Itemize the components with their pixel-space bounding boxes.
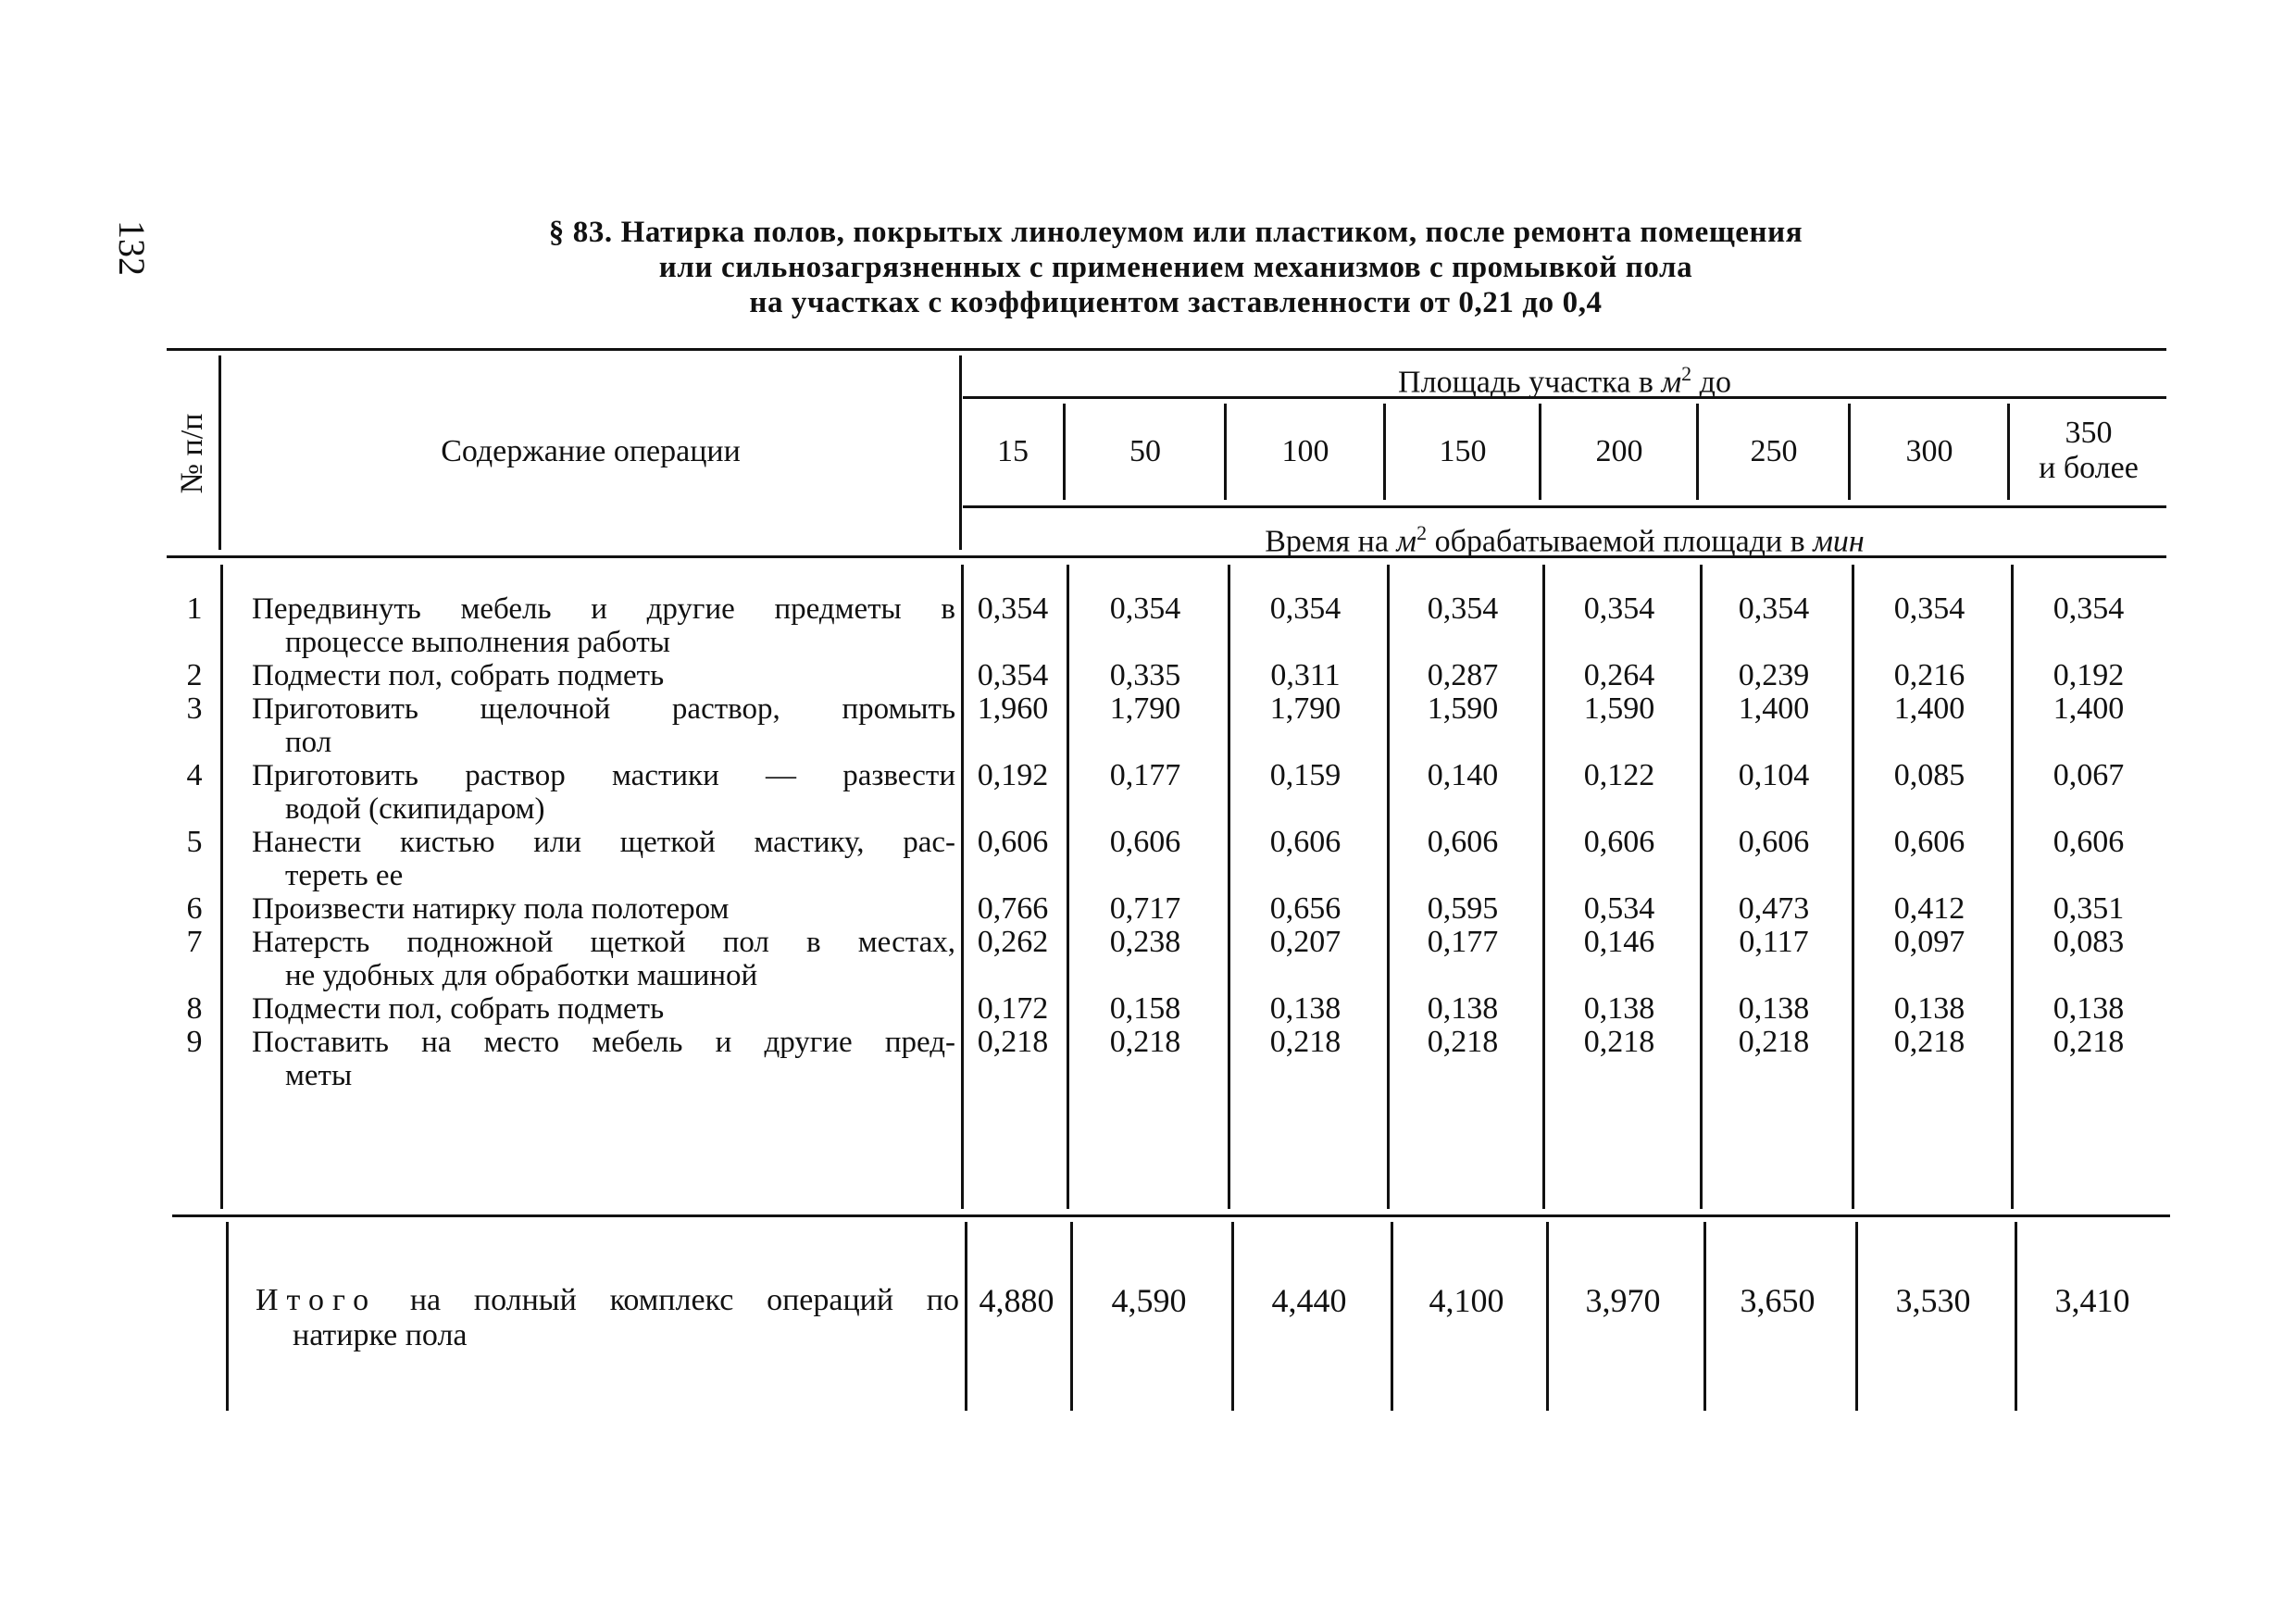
- row-value-cell: 0,351: [2053, 891, 2125, 926]
- total-label-line2: натирке пола: [293, 1318, 468, 1352]
- row-value-cell: 0,606: [977, 825, 1049, 859]
- row-value-cell: 0,138: [1427, 991, 1499, 1026]
- total-label: [256, 1283, 959, 1353]
- row-operation-line2: тереть ее: [285, 859, 404, 892]
- row-value-cell: 0,412: [1893, 891, 1965, 926]
- row-value-cell: 1,590: [1583, 691, 1655, 726]
- row-value-cell: 0,207: [1269, 925, 1341, 959]
- row-value-cell: 0,335: [1109, 658, 1181, 692]
- row-value-cell: 0,067: [2053, 758, 2125, 792]
- row-value-cell: 0,172: [977, 991, 1049, 1026]
- row-value-cell: 0,606: [1738, 825, 1810, 859]
- row-value-cell: 0,473: [1738, 891, 1810, 926]
- row-value-cell: 0,085: [1893, 758, 1965, 792]
- total-value-cell: 4,440: [1271, 1282, 1347, 1319]
- row-value-cell: 0,122: [1583, 758, 1655, 792]
- row-value-cell: 0,158: [1109, 991, 1181, 1026]
- row-value-cell: 0,097: [1893, 925, 1965, 959]
- row-operation-line2: меты: [285, 1059, 353, 1092]
- header-divider-6: [1848, 404, 1851, 500]
- time-unit-min: мин: [1813, 524, 1865, 559]
- row-value-cell: 1,400: [1738, 691, 1810, 726]
- row-number: 2: [186, 658, 203, 692]
- row-value-cell: 0,218: [1738, 1025, 1810, 1059]
- col-divider-num: [218, 355, 221, 550]
- time-header: [963, 515, 2166, 560]
- row-operation-line2: пол: [285, 726, 332, 759]
- row-operation: [252, 692, 955, 759]
- col-header-operation: Содержание операции: [441, 434, 741, 468]
- section-heading: [426, 215, 1926, 320]
- header-divider-4: [1539, 404, 1541, 500]
- row-value-cell: 1,400: [1893, 691, 1965, 726]
- total-value-cell: 3,970: [1585, 1282, 1661, 1319]
- row-value-cell: 1,790: [1109, 691, 1181, 726]
- rule-top: [167, 348, 2166, 351]
- row-operation-line1: Произвести натирку пола полотером: [252, 892, 730, 926]
- row-number: 4: [186, 758, 203, 792]
- area-group-prefix: Площадь участка в: [1398, 365, 1662, 400]
- row-value-cell: 0,218: [1269, 1025, 1341, 1059]
- row-value-cell: 0,354: [1893, 592, 1965, 626]
- row-value-cell: 0,138: [1583, 991, 1655, 1026]
- row-value-cell: 0,138: [2053, 991, 2125, 1026]
- row-value-cell: 0,354: [977, 592, 1049, 626]
- area-col-200: 200: [1595, 434, 1643, 468]
- row-value-cell: 0,177: [1427, 925, 1499, 959]
- header-divider-3: [1383, 404, 1386, 500]
- total-value-cell: 4,590: [1111, 1282, 1187, 1319]
- row-number: 1: [186, 592, 203, 626]
- row-value-cell: 0,354: [1269, 592, 1341, 626]
- row-value-cell: 1,400: [2053, 691, 2125, 726]
- area-col-350-line2: и более: [2039, 451, 2139, 485]
- row-number: 3: [186, 691, 203, 726]
- row-value-cell: 0,606: [1109, 825, 1181, 859]
- row-value-cell: 0,138: [1269, 991, 1341, 1026]
- row-value-cell: 0,218: [1109, 1025, 1181, 1059]
- row-value-cell: 1,790: [1269, 691, 1341, 726]
- row-value-cell: 0,354: [1109, 592, 1181, 626]
- row-value-cell: 0,606: [1269, 825, 1341, 859]
- row-value-cell: 0,104: [1738, 758, 1810, 792]
- area-col-350-line1: 350: [2065, 416, 2113, 450]
- row-operation: [252, 992, 955, 1026]
- row-operation-line1: Подмести пол, собрать подметь: [252, 992, 665, 1026]
- header-divider-2: [1224, 404, 1227, 500]
- row-value-cell: 0,218: [1893, 1025, 1965, 1059]
- time-sup: 2: [1416, 521, 1428, 544]
- row-operation-line1: Приготовить раствор мастики — развести: [252, 759, 955, 792]
- row-operation-line2: не удобных для обработки машиной: [285, 959, 758, 992]
- row-value-cell: 1,960: [977, 691, 1049, 726]
- row-value-cell: 0,238: [1109, 925, 1181, 959]
- row-value-cell: 0,239: [1738, 658, 1810, 692]
- row-value-cell: 0,216: [1893, 658, 1965, 692]
- row-operation: [252, 759, 955, 826]
- area-group-sup: 2: [1681, 362, 1692, 385]
- time-middle: обрабатываемой площади в: [1427, 524, 1814, 559]
- area-group-unit: м: [1661, 365, 1682, 400]
- row-operation-line1: Передвинуть мебель и другие предметы в: [252, 592, 955, 626]
- col-header-num: № п/п: [175, 413, 209, 494]
- row-value-cell: 0,140: [1427, 758, 1499, 792]
- rule-area-values: [963, 505, 2166, 508]
- total-value-cell: 3,650: [1740, 1282, 1816, 1319]
- total-value-cell: 4,100: [1429, 1282, 1504, 1319]
- row-value-cell: 0,606: [1427, 825, 1499, 859]
- time-prefix: Время на: [1265, 524, 1397, 559]
- body-divider-num: [220, 565, 223, 1209]
- row-value-cell: 0,354: [977, 658, 1049, 692]
- row-value-cell: 0,606: [1583, 825, 1655, 859]
- row-value-cell: 0,218: [977, 1025, 1049, 1059]
- row-value-cell: 0,606: [2053, 825, 2125, 859]
- header-divider-5: [1696, 404, 1699, 500]
- row-value-cell: 0,264: [1583, 658, 1655, 692]
- row-number: 8: [186, 991, 203, 1026]
- total-value-cell: 3,410: [2054, 1282, 2130, 1319]
- row-operation-line1: Нанести кистью или щеткой мастику, рас-: [252, 826, 955, 859]
- row-operation: [252, 926, 955, 992]
- total-label-rest: на полный комплекс операций по: [409, 1283, 959, 1317]
- total-value-cell: 4,880: [979, 1282, 1054, 1319]
- row-value-cell: 0,287: [1427, 658, 1499, 692]
- row-operation: [252, 659, 955, 692]
- row-operation: [252, 1026, 955, 1092]
- row-value-cell: 0,159: [1269, 758, 1341, 792]
- row-number: 6: [186, 891, 203, 926]
- row-number: 5: [186, 825, 203, 859]
- row-value-cell: 0,656: [1269, 891, 1341, 926]
- row-operation-line2: водой (скипидаром): [285, 792, 545, 826]
- row-value-cell: 0,192: [977, 758, 1049, 792]
- area-col-300: 300: [1905, 434, 1953, 468]
- area-col-15: 15: [997, 434, 1029, 468]
- area-group-header: [963, 355, 2166, 401]
- row-value-cell: 1,590: [1427, 691, 1499, 726]
- row-number: 9: [186, 1025, 203, 1059]
- row-value-cell: 0,146: [1583, 925, 1655, 959]
- heading-line-3: на участках с коэффициентом заставленности от 0,21 до 0,4: [749, 286, 1603, 319]
- row-value-cell: 0,717: [1109, 891, 1181, 926]
- total-divider-num: [226, 1222, 229, 1411]
- row-value-cell: 0,534: [1583, 891, 1655, 926]
- row-operation-line1: Подмести пол, собрать подметь: [252, 659, 665, 692]
- row-value-cell: 0,177: [1109, 758, 1181, 792]
- row-operation: [252, 826, 955, 892]
- row-operation-line2: процессе выполнения работы: [285, 626, 670, 659]
- row-value-cell: 0,354: [2053, 592, 2125, 626]
- row-value-cell: 0,192: [2053, 658, 2125, 692]
- row-value-cell: 0,218: [1583, 1025, 1655, 1059]
- row-value-cell: 0,354: [1583, 592, 1655, 626]
- row-value-cell: 0,138: [1738, 991, 1810, 1026]
- page-number: 132: [111, 220, 153, 276]
- header-divider-1: [1063, 404, 1066, 500]
- row-value-cell: 0,595: [1427, 891, 1499, 926]
- row-value-cell: 0,218: [2053, 1025, 2125, 1059]
- area-col-150: 150: [1439, 434, 1487, 468]
- heading-line-1: § 83. Натирка полов, покрытых линолеумом или пластиком, после ремонта помещения: [548, 216, 1803, 249]
- heading-line-2: или сильнозагрязненных с применением механизмов с промывкой пола: [658, 251, 1693, 284]
- time-unit: м: [1396, 524, 1417, 559]
- header-divider-7: [2007, 404, 2010, 500]
- rule-total-top: [172, 1214, 2170, 1217]
- area-col-250: 250: [1750, 434, 1798, 468]
- total-value-cell: 3,530: [1895, 1282, 1971, 1319]
- row-value-cell: 0,311: [1270, 658, 1341, 692]
- area-group-suffix: до: [1691, 365, 1731, 400]
- row-value-cell: 0,262: [977, 925, 1049, 959]
- row-number: 7: [186, 925, 203, 959]
- area-col-100: 100: [1281, 434, 1329, 468]
- row-value-cell: 0,354: [1427, 592, 1499, 626]
- row-operation-line1: Натерсть подножной щеткой пол в местах,: [252, 926, 955, 959]
- row-operation: [252, 592, 955, 659]
- row-value-cell: 0,083: [2053, 925, 2125, 959]
- col-divider-op: [959, 355, 962, 550]
- row-operation-line1: Поставить на место мебель и другие пред-: [252, 1026, 955, 1059]
- row-value-cell: 0,117: [1739, 925, 1809, 959]
- row-value-cell: 0,606: [1893, 825, 1965, 859]
- row-value-cell: 0,218: [1427, 1025, 1499, 1059]
- row-value-cell: 0,138: [1893, 991, 1965, 1026]
- area-col-50: 50: [1129, 434, 1161, 468]
- row-operation: [252, 892, 955, 926]
- row-value-cell: 0,354: [1738, 592, 1810, 626]
- row-operation-line1: Приготовить щелочной раствор, промыть: [252, 692, 955, 726]
- row-value-cell: 0,766: [977, 891, 1049, 926]
- total-label-spaced: Итого: [256, 1283, 378, 1317]
